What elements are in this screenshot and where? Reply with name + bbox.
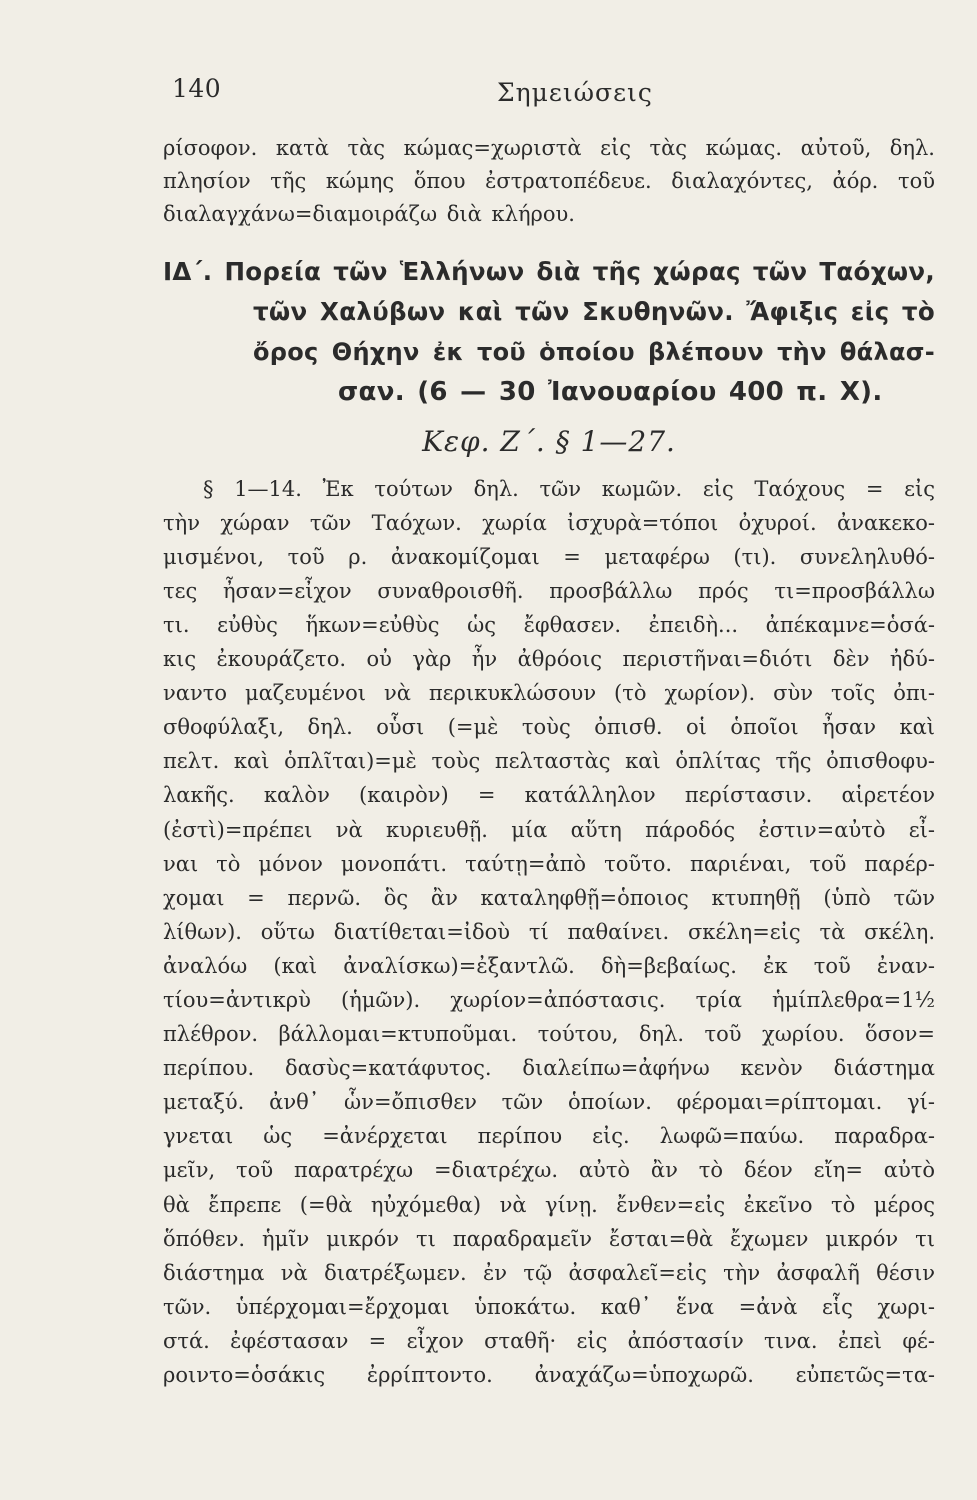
text-line: πλησίον τῆς κώμης ὅπου ἐστρατοπέδευε. διαλαχόντες, ἀόρ. τοῦ xyxy=(163,169,935,194)
heading-line: σαν. (6 — 30 Ἰανουαρίου 400 π. Χ). xyxy=(338,376,883,407)
note-line: θὰ ἔπρεπε (=θὰ ηὐχόμεθα) νὰ γίνῃ. ἔνθεν=εἰς ἐκεῖνο τὸ μέρος xyxy=(163,1192,935,1217)
note-line: τι. εὐθὺς ἥκων=εὐθὺς ὡς ἔφθασεν. ἐπειδὴ... ἀπέκαμνε=ὁσά- xyxy=(163,612,935,637)
note-line: διάστημα νὰ διατρέξωμεν. ἐν τῷ ἀσφαλεῖ=εἰς τὴν ἀσφαλῆ θέσιν xyxy=(163,1260,935,1285)
section-heading xyxy=(163,252,935,412)
heading-line: τῶν Χαλύβων καὶ τῶν Σκυθηνῶν. Ἄφιξις εἰς τὸ xyxy=(253,296,935,326)
text-block xyxy=(163,132,935,1392)
note-line: τες ἦσαν=εἶχον συναθροισθῆ. προσβάλλω πρός τι=προσβάλλω xyxy=(163,578,935,603)
note-line: ναι τὸ μόνον μονοπάτι. ταύτῃ=ἀπὸ τοῦτο. παριέναι, τοῦ παρέρ- xyxy=(163,851,935,876)
note-line: τίου=ἀντικρὺ (ἡμῶν). χωρίον=ἀπόστασις. τρία ἡμίπλεθρα=1½ xyxy=(163,987,935,1012)
chapter-reference: Κεφ. Ζ΄. § 1—27. xyxy=(422,424,676,458)
note-line: μεταξύ. ἀνθ᾽ ὧν=ὄπισθεν τῶν ὁποίων. φέρομαι=ρίπτομαι. γί- xyxy=(163,1090,935,1115)
notes-paragraph xyxy=(163,472,935,1393)
note-line: χομαι = περνῶ. ὃς ἂν καταληφθῇ=ὁποιος κτυπηθῇ (ὑπὸ τῶν xyxy=(163,885,935,910)
note-line: σθοφύλαξι, δηλ. οὗσι (=μὲ τοὺς ὀπισθ. οἱ ὁποῖοι ἦσαν καὶ xyxy=(163,715,935,740)
note-line: μεῖν, τοῦ παρατρέχω =διατρέχω. αὐτὸ ἂν τὸ δέον εἴη= αὐτὸ xyxy=(163,1158,935,1183)
note-line: λακῆς. καλὸν (καιρὸν) = κατάλληλον περίστασιν. αἱρετέον xyxy=(163,783,935,808)
page-header xyxy=(172,74,912,114)
note-line: γνεται ὡς =ἀνέρχεται περίπου εἰς. λωφῶ=παύω. παραδρα- xyxy=(163,1124,935,1149)
intro-paragraph xyxy=(163,132,935,232)
heading-line: ΙΔ΄. Πορεία τῶν Ἑλλήνων διὰ τῆς χώρας τῶν Ταόχων, xyxy=(163,256,935,286)
text-line: ρίσοφον. κατὰ τὰς κώμας=χωριστὰ εἰς τὰς κώμας. αὐτοῦ, δηλ. xyxy=(163,136,935,160)
note-line: ναντο μαζευμένοι νὰ περικυκλώσουν (τὸ χωρίον). σὺν τοῖς ὀπι- xyxy=(163,681,935,706)
note-line: μισμένοι, τοῦ ρ. ἀνακομίζομαι = μεταφέρω (τι). συνεληλυθό- xyxy=(163,544,935,569)
note-line: πελτ. καὶ ὁπλῖται)=μὲ τοὺς πελταστὰς καὶ ὁπλίτας τῆς ὀπισθοφυ- xyxy=(163,749,935,774)
note-line: περίπου. δασὺς=κατάφυτος. διαλείπω=ἀφήνω κενὸν διάστημα xyxy=(163,1056,935,1081)
running-title: Σημειώσεις xyxy=(497,78,653,107)
note-line: πλέθρον. βάλλομαι=κτυποῦμαι. τούτου, δηλ. τοῦ χωρίου. ὅσον= xyxy=(163,1022,935,1047)
note-line: λίθων). οὕτω διατίθεται=ἰδοὺ τί παθαίνει. σκέλη=εἰς τὰ σκέλη. xyxy=(163,919,935,944)
note-line: § 1—14. Ἐκ τούτων δηλ. τῶν κωμῶν. εἰς Ταόχους = εἰς xyxy=(203,476,935,501)
note-line: ὅπόθεν. ἡμῖν μικρόν τι παραδραμεῖν ἔσται=θὰ ἔχωμεν μικρόν τι xyxy=(163,1226,935,1251)
text-line: διαλαγχάνω=διαμοιράζω διὰ κλήρου. xyxy=(163,202,575,227)
heading-line: ὄρος Θήχην ἐκ τοῦ ὁποίου βλέπουν τὴν θάλασ- xyxy=(253,337,935,366)
note-line: ἀναλόω (καὶ ἀναλίσκω)=ἐξαντλῶ. δὴ=βεβαίως. ἐκ τοῦ ἐναν- xyxy=(163,953,935,978)
note-line: τῶν. ὑπέρχομαι=ἔρχομαι ὑποκάτω. καθ᾽ ἕνα =ἀνὰ εἷς χωρι- xyxy=(163,1294,935,1319)
note-line: ροιντο=ὁσάκις ἐρρίπτοντο. ἀναχάζω=ὑποχωρῶ. εὐπετῶς=τα- xyxy=(163,1363,935,1387)
page-number: 140 xyxy=(172,74,222,103)
note-line: κις ἐκουράζετο. οὐ γὰρ ἦν ἀθρόοις περιστῆναι=διότι δὲν ἠδύ- xyxy=(163,647,935,672)
note-line: στά. ἐφέστασαν = εἶχον σταθῆ· εἰς ἀπόστασίν τινα. ἐπεὶ φέ- xyxy=(163,1328,935,1353)
note-line: τὴν χώραν τῶν Ταόχων. χωρία ἰσχυρὰ=τόποι ὀχυροί. ἀνακεκο- xyxy=(163,510,935,535)
note-line: (ἐστὶ)=πρέπει νὰ κυριευθῇ. μία αὕτη πάροδός ἐστιν=αὐτὸ εἶ- xyxy=(163,817,935,842)
